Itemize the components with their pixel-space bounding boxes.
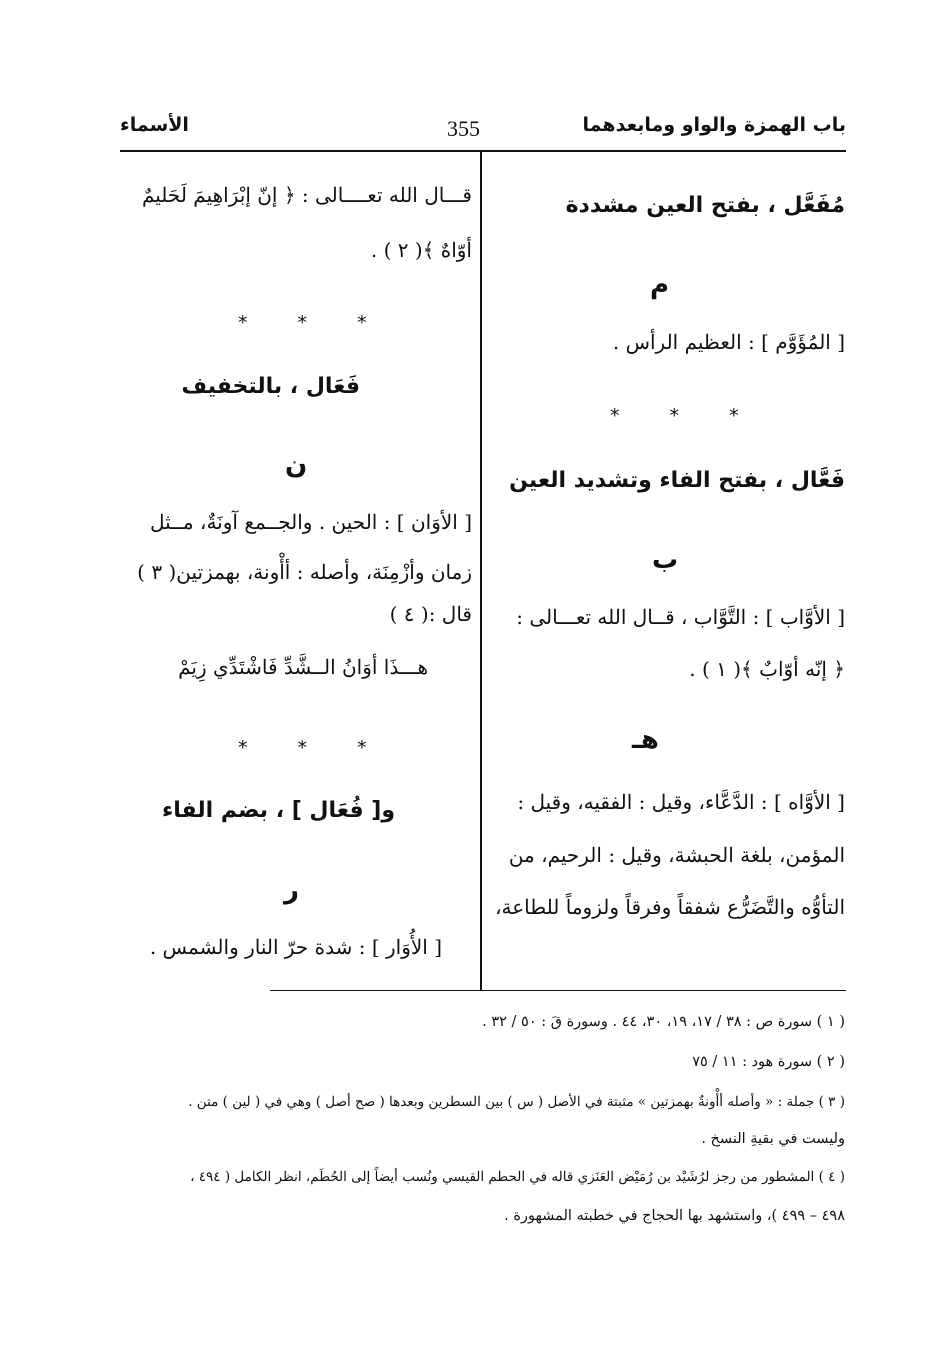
footnote-4-line2: ٤٩٨ – ٤٩٩ )، واستشهد بها الحجاج في خطبته المشهورة . (504, 1208, 845, 1224)
heading-fuaal: و[ فُعَال ] ، بضم الفاء (162, 798, 395, 823)
page-number: 355 (447, 116, 480, 141)
entry-awwab-line1: [ الأوَّاب ] : التَّوَّاب ، قــال الله تعـــالى : (516, 605, 845, 629)
quote-ibrahim-line1: قـــال الله تعــــالى : ﴿ إنّ إبْرَاهِيمَ لَحَليمٌ (141, 183, 472, 207)
footnote-4-line1: ( ٤ ) المشطور من رجز لرُشَيْد بن رُمَيْض العَنَزي قاله في الحطم القيسي ونُسب أيضاً إلى الحُطَم، انظر الكامل ( ٤٩٤ ، (190, 1169, 845, 1185)
footnote-rule (270, 990, 846, 991)
letter-nun: ن (285, 450, 308, 480)
entry-awwah-line3: التأوُّه والتَّضَرُّع شفقاً وفرقاً ولزوماً للطاعة، (495, 895, 845, 919)
footnote-3-line2: وليست في بقيةِ النسخ . (701, 1131, 845, 1147)
entry-awan-line1: [ الأوَان ] : الحين . والجــمع آونَةٌ، مــثل (150, 510, 472, 534)
section-stars-2: * * * (238, 312, 389, 334)
entry-awwab-line2: ﴿ إنّه أوّابٌ ﴾( ١ ) . (689, 657, 845, 681)
footnote-2: ( ٢ ) سورة هود : ١١ / ٧٥ (692, 1054, 845, 1070)
footnote-1: ( ١ ) سورة ص : ٣٨ / ١٧، ١٩، ٣٠، ٤٤ . وسورة قَ : ٥٠ / ٣٢ . (482, 1014, 845, 1030)
entry-awwah-line2: المؤمن، بلغة الحبشة، وقيل : الرحيم، من (508, 843, 845, 867)
heading-faaal-shadda: فَعَّال ، بفتح الفاء وتشديد العين (509, 468, 845, 493)
header-rule (120, 150, 846, 152)
entry-uwar: [ الأُوَار ] : شدة حرّ النار والشمس . (149, 935, 442, 959)
section-title: الأسماء (120, 114, 189, 136)
quote-ibrahim-line2: أوّاهٌ ﴾( ٢ ) . (370, 238, 472, 262)
letter-ba: ب (652, 545, 679, 575)
chapter-title: باب الهمزة والواو ومابعدهما (582, 114, 846, 136)
heading-mufaal: مُفَعَّل ، بفتح العين مشددة (565, 193, 845, 218)
section-stars-3: * * * (238, 737, 389, 759)
verse-awan: هـــذَا أوَانُ الــشَّدِّ فَاشْتَدِّي زِيَمْ (178, 655, 428, 679)
letter-ra: ر (284, 875, 299, 905)
entry-awan-line3: قال :( ٤ ) (389, 602, 472, 626)
letter-mim: م (650, 270, 670, 300)
footnote-3-line1: ( ٣ ) جملة : « وأصله أأْونةٌ بهمزتين » مثبتة في الأصل ( س ) بين السطرين وبعدها ( صح أصل ) وهي في ( لين ) متن . (188, 1094, 845, 1110)
section-stars-1: * * * (610, 405, 761, 427)
heading-faal-takhfif: فَعَال ، بالتخفيف (181, 374, 360, 399)
letter-ha: هـ (632, 725, 659, 755)
entry-awan-line2: زمان وأزْمِنَة، وأصله : أأْونة، بهمزتين( ٣ ) (137, 560, 472, 584)
entry-awwah-line1: [ الأوَّاه ] : الدَّعَّاء، وقيل : الفقيه، وقيل : (517, 790, 845, 814)
entry-muawwam: [ المُؤَوَّم ] : العظيم الرأس . (612, 330, 845, 354)
column-divider (480, 152, 482, 990)
